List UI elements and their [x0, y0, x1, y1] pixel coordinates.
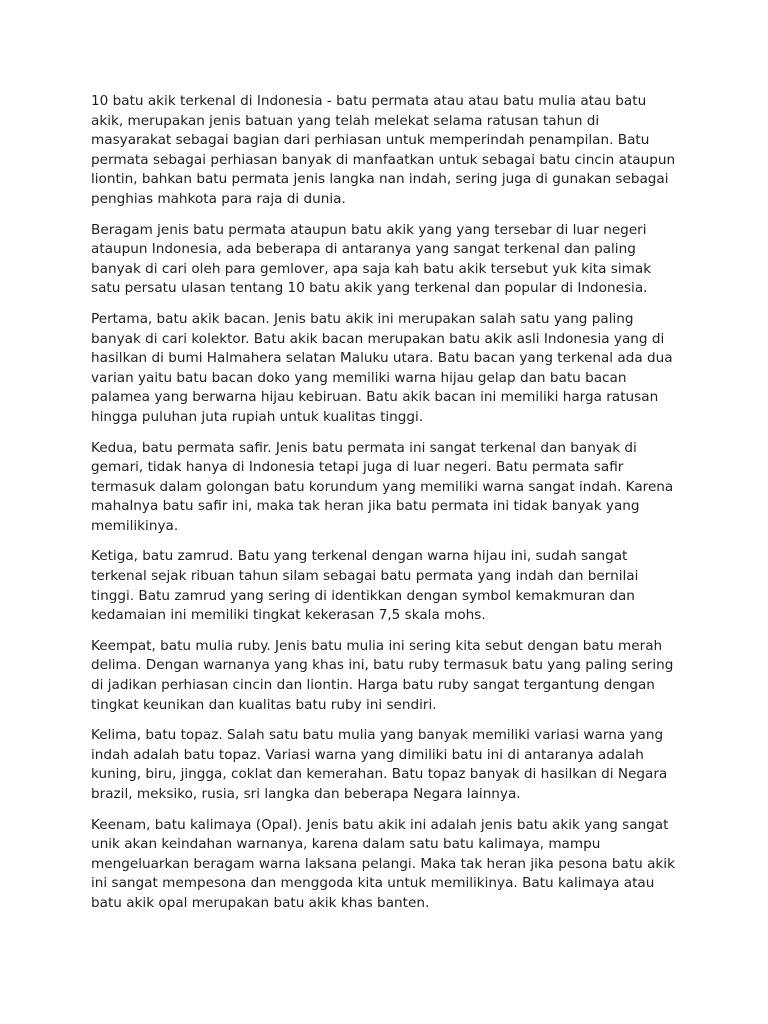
- paragraph-safir: Kedua, batu permata safir. Jenis batu permata ini sangat terkenal dan banyak di gemari, tidak hanya di Indonesia tetapi juga di luar negeri. Batu permata safir termasuk dalam golongan batu korundum yang memiliki warna sangat indah. Karena mahalnya batu safir ini, maka tak heran jika batu permata ini tidak banyak yang memilikinya.: [91, 439, 674, 534]
- paragraph-zamrud: Ketiga, batu zamrud. Batu yang terkenal dengan warna hijau ini, sudah sangat terkenal sejak ribuan tahun silam sebagai batu permata yang indah dan bernilai tinggi. Batu zamrud yang sering di identikkan dengan symbol kemakmuran dan kedamaian ini memiliki tingkat kekerasan 7,5 skala mohs.: [91, 548, 639, 624]
- paragraph-ruby: Keempat, batu mulia ruby. Jenis batu mulia ini sering kita sebut dengan batu merah delima. Dengan warnanya yang khas ini, batu ruby termasuk batu yang paling sering di jadikan perhiasan cincin dan liontin. Harga batu ruby sangat tergantung dengan tingkat keunikan dan kualitas batu ruby ini sendiri.: [91, 637, 674, 713]
- paragraph-topaz: Kelima, batu topaz. Salah satu batu mulia yang banyak memiliki variasi warna yang indah adalah batu topaz. Variasi warna yang dimiliki batu ini di antaranya adalah kuning, biru, jingga, coklat dan kemerahan. Batu topaz banyak di hasilkan di Negara brazil, meksiko, rusia, sri langka dan beberapa Negara lainnya.: [91, 727, 668, 802]
- paragraph-overview: Beragam jenis batu permata ataupun batu akik yang yang tersebar di luar negeri ataupun Indonesia, ada beberapa di antaranya yang sangat terkenal dan paling banyak di cari oleh para gemlover, apa saja kah batu akik tersebut yuk kita simak satu persatu ulasan tentang 10 batu akik yang terkenal dan popular di Indonesia.: [91, 221, 652, 297]
- paragraph-kalimaya: Keenam, batu kalimaya (Opal). Jenis batu akik ini adalah jenis batu akik yang sangat unik akan keindahan warnanya, karena dalam satu batu kalimaya, mampu mengeluarkan beragam warna laksana pelangi. Maka tak heran jika pesona batu akik ini sangat mempesona dan menggoda kita untuk memilikinya. Batu kalimaya atau batu akik opal merupakan batu akik khas banten.: [91, 816, 675, 911]
- paragraph-intro: 10 batu akik terkenal di Indonesia - batu permata atau atau batu mulia atau batu akik, merupakan jenis batuan yang telah melekat selama ratusan tahun di masyarakat sebagai bagian dari perhiasan untuk memperindah penampilan. Batu permata sebagai perhiasan banyak di manfaatkan untuk sebagai batu cincin ataupun liontin, bahkan batu permata jenis langka nan indah, sering juga di gunakan sebagai penghias mahkota para raja di dunia.: [91, 93, 676, 207]
- paragraph-bacan: Pertama, batu akik bacan. Jenis batu akik ini merupakan salah satu yang paling banyak di cari kolektor. Batu akik bacan merupakan batu akik asli Indonesia yang di hasilkan di bumi Halmahera selatan Maluku utara. Batu bacan yang terkenal ada dua varian yaitu batu bacan doko yang memiliki warna hijau gelap dan batu bacan palamea yang berwarna hijau kebiruan. Batu akik bacan ini memiliki harga ratusan hingga puluhan juta rupiah untuk kualitas tinggi.: [91, 310, 673, 425]
